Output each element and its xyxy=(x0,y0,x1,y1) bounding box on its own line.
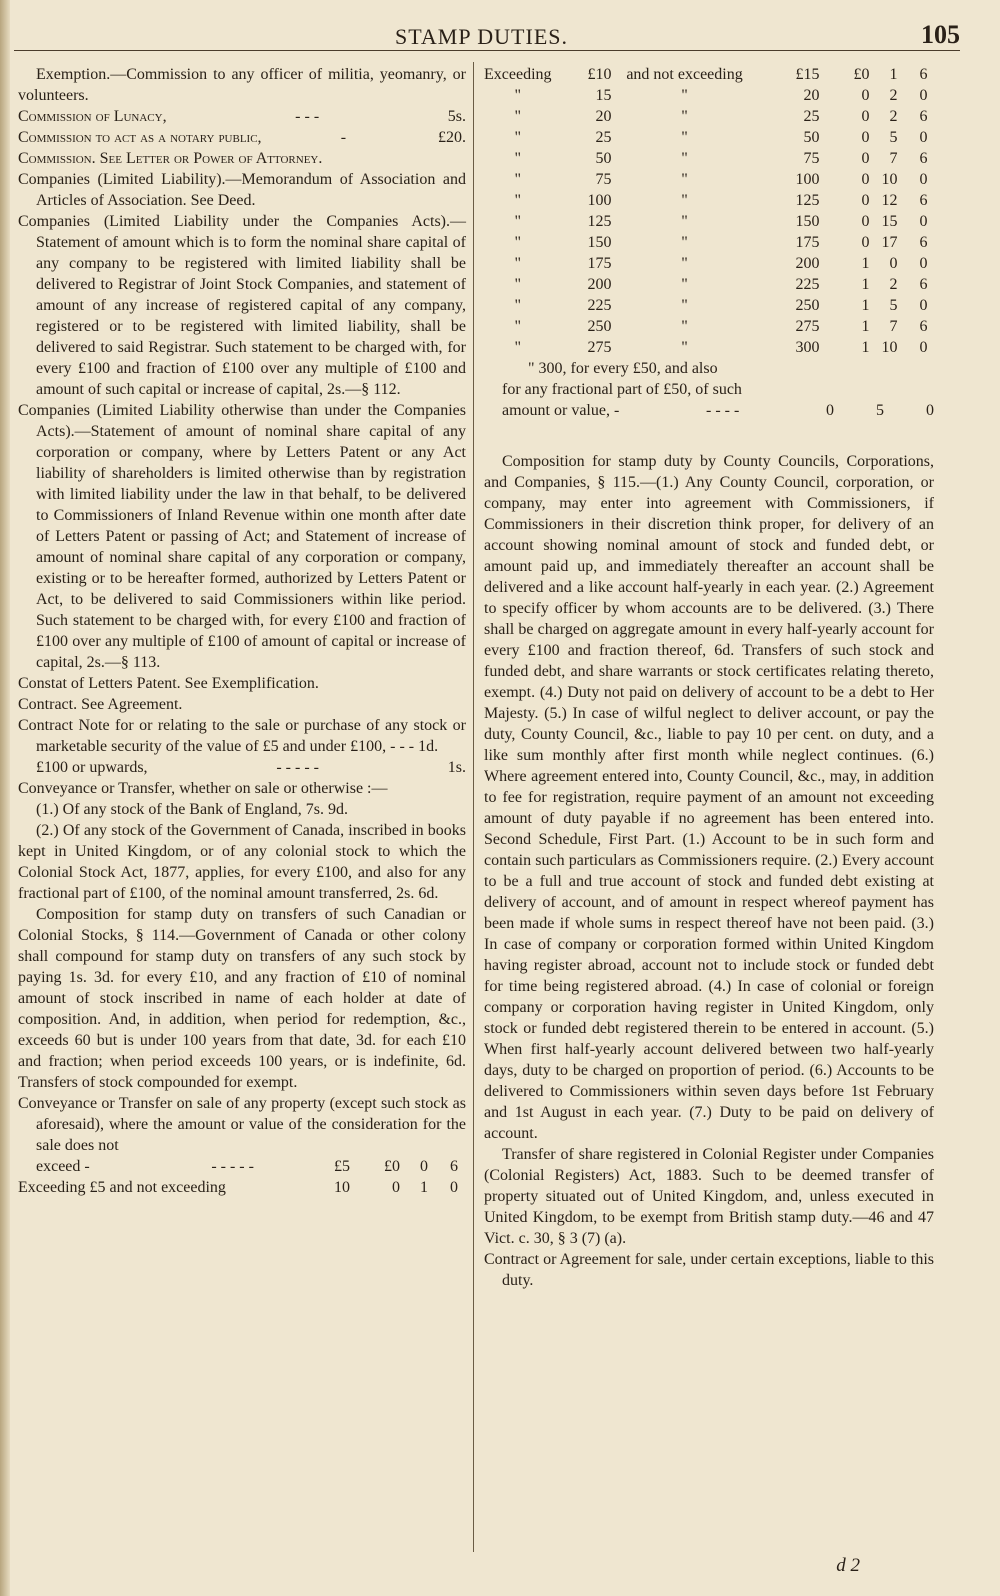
over-300-dashes: - - - - xyxy=(705,402,740,419)
rate-cell-to: 150 xyxy=(795,213,820,230)
row1-dashes: - - - - - xyxy=(211,1158,254,1175)
contract-agreement-entry: Contract or Agreement for sale, under certain exceptions, liable to this duty. xyxy=(484,1251,934,1289)
rate-cell-d: 6 xyxy=(919,108,928,125)
row1-limit: £5 xyxy=(334,1158,350,1175)
rate-cell-d: 6 xyxy=(919,318,928,335)
rate-cell-s: 5 xyxy=(889,297,898,314)
rate-cell-s: 15 xyxy=(881,213,898,230)
rate-cell-s: 17 xyxy=(881,234,898,251)
conveyance-clause-2: (2.) Of any stock of the Government of Canada, inscribed in books kept in United Kingdom, or of any colonial stock to which the Colonial Stock Act, 1877, applies, for every £100, and also for any fractional part of £100, of the nominal amount transferred, 2s. 6d. xyxy=(18,822,466,902)
rate-cell-l: 1 xyxy=(861,339,870,356)
rate-cell-to: 275 xyxy=(795,318,820,335)
rate-cell-to: 20 xyxy=(803,87,820,104)
contract-note-dashes: - - - xyxy=(390,738,415,755)
right-column xyxy=(484,64,934,1291)
row1-s: 0 xyxy=(420,1158,428,1175)
rate-cell-l: 0 xyxy=(861,171,870,188)
contract-entry: Contract. See Agreement. xyxy=(18,696,183,713)
contract-note-upwards xyxy=(18,757,466,778)
table-row xyxy=(484,148,928,169)
over-300-line-2: for any fractional part of £50, of such xyxy=(502,381,742,398)
rate-cell-s: 1 xyxy=(889,66,898,83)
rate-cell-mid: " xyxy=(681,129,688,146)
left-column xyxy=(18,64,466,1198)
rate-cell-d: 6 xyxy=(919,234,928,251)
rate-cell-pre: Exceeding xyxy=(484,66,552,83)
rate-cell-from: 225 xyxy=(587,297,612,314)
row1-d: 6 xyxy=(450,1158,458,1175)
table-row xyxy=(484,295,928,316)
rate-cell-from: 125 xyxy=(587,213,612,230)
rate-cell-pre: " xyxy=(514,297,522,314)
rate-cell-from: 175 xyxy=(587,255,612,272)
rate-cell-to: 175 xyxy=(795,234,820,251)
rate-cell-mid: " xyxy=(681,108,688,125)
rate-cell-d: 0 xyxy=(919,171,928,188)
rate-cell-from: 25 xyxy=(595,129,612,146)
contract-note-entry xyxy=(18,715,466,757)
conveyance-rate-table-start xyxy=(18,1156,458,1198)
rate-cell-d: 0 xyxy=(919,339,928,356)
column-divider xyxy=(473,62,474,1552)
rate-cell-d: 6 xyxy=(919,150,928,167)
rate-cell-l: 1 xyxy=(861,318,870,335)
running-header xyxy=(0,18,1000,58)
lunacy-dashes: - - - xyxy=(295,108,320,125)
row2-label: Exceeding £5 and not exceeding xyxy=(18,1179,226,1196)
contract-note2-label: £100 or upwards, xyxy=(36,759,148,776)
table-row xyxy=(18,1156,458,1177)
notary-label: Commission to act as a notary public, xyxy=(18,129,262,146)
rate-cell-to: 75 xyxy=(803,150,820,167)
table-row xyxy=(484,169,928,190)
header-rule xyxy=(14,50,960,51)
rate-cell-s: 2 xyxy=(889,108,898,125)
rate-cell-from: £10 xyxy=(587,66,612,83)
table-row xyxy=(484,64,928,85)
rate-cell-mid: " xyxy=(681,318,688,335)
rate-cell-l: 0 xyxy=(861,192,870,209)
rate-table-body xyxy=(484,64,928,358)
rate-cell-mid: " xyxy=(681,276,688,293)
rate-cell-s: 5 xyxy=(889,129,898,146)
composition-canadian: Composition for stamp duty on transfers of such Canadian or Colonial Stocks, § 114.—Government of Canada or other colony shall compound for stamp duty on transfers of any such stock by paying 1s. 3d. for every £10, and any fraction of £10 of nominal amount of stock inscribed in name of each holder at date of composition. And, in addition, when period for redemption, &c., exceeds 60 but is under 100 years from that date, 3d. for each £10 and fraction; when period exceeds 100 years, or is indefinite, 6d. Transfers of stock compounded for exempt. xyxy=(18,906,466,1091)
rate-cell-l: 1 xyxy=(861,255,870,272)
conveyance-clause-1: (1.) Of any stock of the Bank of England, 7s. 9d. xyxy=(36,801,348,818)
rate-cell-d: 6 xyxy=(919,276,928,293)
rate-cell-l: 0 xyxy=(861,213,870,230)
signature-mark: d 2 xyxy=(836,1555,860,1576)
rate-cell-d: 0 xyxy=(919,297,928,314)
contract-note2-dashes: - - - - - xyxy=(276,759,319,776)
row2-l: 0 xyxy=(392,1179,400,1196)
rate-cell-l: 0 xyxy=(861,129,870,146)
page-title: STAMP DUTIES. xyxy=(395,24,568,49)
rate-cell-from: 50 xyxy=(595,150,612,167)
page-number: 105 xyxy=(921,20,960,49)
notary-entry: Commission to act as a notary public, - £20. xyxy=(18,129,466,146)
rate-cell-mid: " xyxy=(681,255,688,272)
rate-cell-l: 1 xyxy=(861,276,870,293)
rate-cell-to: 50 xyxy=(803,129,820,146)
constat-entry: Constat of Letters Patent. See Exemplification. xyxy=(18,675,319,692)
rate-cell-d: 0 xyxy=(919,255,928,272)
rate-cell-pre: " xyxy=(514,192,522,209)
table-row xyxy=(484,190,928,211)
table-row xyxy=(484,85,928,106)
rate-cell-from: 100 xyxy=(587,192,612,209)
contract-note-amount: 1d. xyxy=(418,738,439,755)
rate-cell-pre: " xyxy=(514,129,522,146)
table-row xyxy=(484,253,928,274)
lunacy-entry xyxy=(18,106,466,127)
over-300-label: amount or value, - xyxy=(502,402,620,419)
over-300-l: 0 xyxy=(825,402,834,419)
companies-entry-1: Companies (Limited Liability).—Memorandum of Association and Articles of Association. See Deed. xyxy=(18,171,466,209)
rate-cell-from: 200 xyxy=(587,276,612,293)
rate-cell-from: 15 xyxy=(595,87,612,104)
lunacy-label: Commission of Lunacy, xyxy=(18,108,167,125)
rate-cell-d: 6 xyxy=(919,66,928,83)
table-row xyxy=(484,211,928,232)
rate-cell-mid: " xyxy=(681,339,688,356)
rate-cell-pre: " xyxy=(514,87,522,104)
over-300-amount xyxy=(826,400,934,421)
rate-cell-s: 7 xyxy=(889,318,898,335)
rate-cell-pre: " xyxy=(514,339,522,356)
spacer xyxy=(484,421,934,451)
composition-councils: Composition for stamp duty by County Councils, Corporations, and Companies, § 115.—(1.) Any County Council, corporation, or company, may enter into agreement with Commissioners, if Commissioners in their discretion think proper, for delivery of an account showing nominal amount of stock and funded debt, or amount paid up, and immediately thereafter an account shall be delivered and a like account half-yearly in each year. (2.) Agreement to specify officer by whom accounts are to be delivered. (3.) There shall be charged on aggregate amount in every half-yearly account for every £100 and fraction thereof, 6d. Transfers of such stock and funded debt, and share warrants or stock certificates relating thereto, exempt. (4.) Duty not paid on delivery of account to be a debt to Her Majesty. (5.) In case of wilful neglect to deliver account, or pay the duty, County Council, &c., liable to pay 10 per cent. on duty, and a like sum monthly after first month while neglect continues. (6.) Where agreement entered into, County Council, &c., may, in addition to fee for registration, require payment of an amount not exceeding amount of duty payable if no agreement has been entered into. Second Schedule, First Part. (1.) Account to be in such form and contain such particulars as Commissioners require. (2.) Every account to be a full and true account of stock and funded debt existing at delivery of account, and of amount in respect whereof payment has been made if whole sums in respect thereof have not been paid. (3.) In case of company or corporation formed within United Kingdom having register abroad, account not to include stock or funded debt for time being registered abroad. (4.) In case of colonial or foreign company or corporation having register in United Kingdom, only stock or funded debt registered therein to be entered in account. (5.) When first half-yearly account delivered between two half-yearly days, duty to be charged on proportion of period. (6.) Accounts to be delivered to Commissioners within seven days before 1st February and 1st August in each year. (7.) Duty to be paid on delivery of account. xyxy=(484,453,934,1142)
rate-cell-s: 12 xyxy=(881,192,898,209)
over-300-s: 5 xyxy=(875,402,884,419)
rate-cell-mid: " xyxy=(681,150,688,167)
rate-cell-from: 250 xyxy=(587,318,612,335)
rate-cell-mid: " xyxy=(681,87,688,104)
table-row xyxy=(484,274,928,295)
table-row xyxy=(484,106,928,127)
rate-cell-pre: " xyxy=(514,234,522,251)
rate-cell-mid: " xyxy=(681,297,688,314)
rate-cell-l: 0 xyxy=(861,234,870,251)
rate-cell-l: 0 xyxy=(861,87,870,104)
rate-cell-pre: " xyxy=(514,255,522,272)
rate-cell-to: 300 xyxy=(795,339,820,356)
row1-l: £0 xyxy=(384,1158,400,1175)
conveyance-rate-table xyxy=(484,64,928,358)
rate-cell-pre: " xyxy=(514,276,522,293)
rate-cell-mid: " xyxy=(681,213,688,230)
rate-cell-l: 0 xyxy=(861,108,870,125)
rate-cell-to: 250 xyxy=(795,297,820,314)
rate-cell-s: 2 xyxy=(889,87,898,104)
rate-cell-to: 25 xyxy=(803,108,820,125)
exemption-paragraph: Exemption.—Commission to any officer of militia, yeomanry, or volunteers. xyxy=(18,66,466,104)
row2-d: 0 xyxy=(450,1179,458,1196)
rate-cell-from: 75 xyxy=(595,171,612,188)
rate-cell-to: £15 xyxy=(795,66,820,83)
notary-amount: £20. xyxy=(438,129,466,146)
rate-cell-d: 0 xyxy=(919,213,928,230)
rate-cell-to: 100 xyxy=(795,171,820,188)
row1-label: exceed - xyxy=(36,1158,90,1175)
over-300-line-1: " 300, for every £50, and also xyxy=(528,360,718,377)
table-row xyxy=(18,1177,458,1198)
rate-cell-mid: " xyxy=(681,234,688,251)
row2-limit: 10 xyxy=(334,1179,350,1196)
rate-cell-d: 6 xyxy=(919,192,928,209)
commission-entry: Commission. See Letter or Power of Attorney. xyxy=(18,150,323,167)
rate-cell-s: 10 xyxy=(881,339,898,356)
rate-cell-mid: " xyxy=(681,171,688,188)
rate-cell-pre: " xyxy=(514,171,522,188)
conveyance-entry: Conveyance or Transfer, whether on sale or otherwise :— xyxy=(18,780,388,797)
rate-cell-pre: " xyxy=(514,108,522,125)
rate-cell-s: 0 xyxy=(889,255,898,272)
companies-entry-2: Companies (Limited Liability under the Companies Acts).—Statement of amount which is to form the nominal share capital of any company to be registered with limited liability shall be delivered to Registrar of Joint Stock Companies, and statement of amount of any increase of registered capital of any company, registered or to be registered with limited liability, shall be delivered to said Registrar. Such statement to be charged with, for every £100 and fraction of £100 over any multiple of £100 and amount of such capital or increase of capital, 2s.—§ 112. xyxy=(18,213,466,398)
binding-edge xyxy=(0,0,10,1596)
table-row xyxy=(484,337,928,358)
companies-entry-3: Companies (Limited Liability otherwise than under the Companies Acts).—Statement of amount of nominal share capital of any corporation or company, where by Letters Patent or any Act liability of shareholders is limited otherwise than by registration with limited liability under the law in that behalf, to be delivered to Commissioners of Inland Revenue within one month after date of Letters Patent or passing of Act; and Statement of increase of amount of nominal share capital of any corporation or company, existing or to be hereafter formed, authorized by Letters Patent or Act, to be delivered to said Commissioners within like period. Such statement to be charged with, for every £100 and fraction of £100 over any multiple of £100 of amount of capital or increase of capital, 2s.—§ 113. xyxy=(18,402,466,671)
rate-cell-s: 2 xyxy=(889,276,898,293)
rate-cell-mid: " xyxy=(681,192,688,209)
rate-cell-s: 7 xyxy=(889,150,898,167)
rate-cell-pre: " xyxy=(514,150,522,167)
table-row xyxy=(484,232,928,253)
rate-cell-from: 20 xyxy=(595,108,612,125)
rate-cell-d: 0 xyxy=(919,87,928,104)
rate-cell-from: 150 xyxy=(587,234,612,251)
rate-cell-pre: " xyxy=(514,213,522,230)
rate-cell-mid: and not exceeding xyxy=(626,66,743,83)
rate-cell-to: 225 xyxy=(795,276,820,293)
rate-cell-to: 125 xyxy=(795,192,820,209)
contract-note2-amount: 1s. xyxy=(447,759,466,776)
contract-note-text: Contract Note for or relating to the sale or purchase of any stock or marketable security of the value of £5 and under £100, xyxy=(18,717,466,755)
rate-cell-pre: " xyxy=(514,318,522,335)
conveyance-sale-entry: Conveyance or Transfer on sale of any property (except such stock as aforesaid), where the amount or value of the consideration for the sale does not xyxy=(18,1095,466,1154)
rate-cell-l: 1 xyxy=(861,297,870,314)
rate-cell-l: £0 xyxy=(853,66,870,83)
rate-cell-l: 0 xyxy=(861,150,870,167)
transfer-colonial-register: Transfer of share registered in Colonial Register under Companies (Colonial Registers) Act, 1883. Such to be deemed transfer of property situated out of United Kingdom, and, unless executed in United Kingdom, to be exempt from British stamp duty.—46 and 47 Vict. c. 30, § 3 (7) (a). xyxy=(484,1146,934,1247)
rate-cell-d: 0 xyxy=(919,129,928,146)
rate-cell-to: 200 xyxy=(795,255,820,272)
table-row xyxy=(484,316,928,337)
rate-cell-from: 275 xyxy=(587,339,612,356)
rate-cell-s: 10 xyxy=(881,171,898,188)
table-row xyxy=(484,127,928,148)
row2-s: 1 xyxy=(420,1179,428,1196)
over-300-line-3 xyxy=(484,400,934,421)
over-300-d: 0 xyxy=(925,402,934,419)
